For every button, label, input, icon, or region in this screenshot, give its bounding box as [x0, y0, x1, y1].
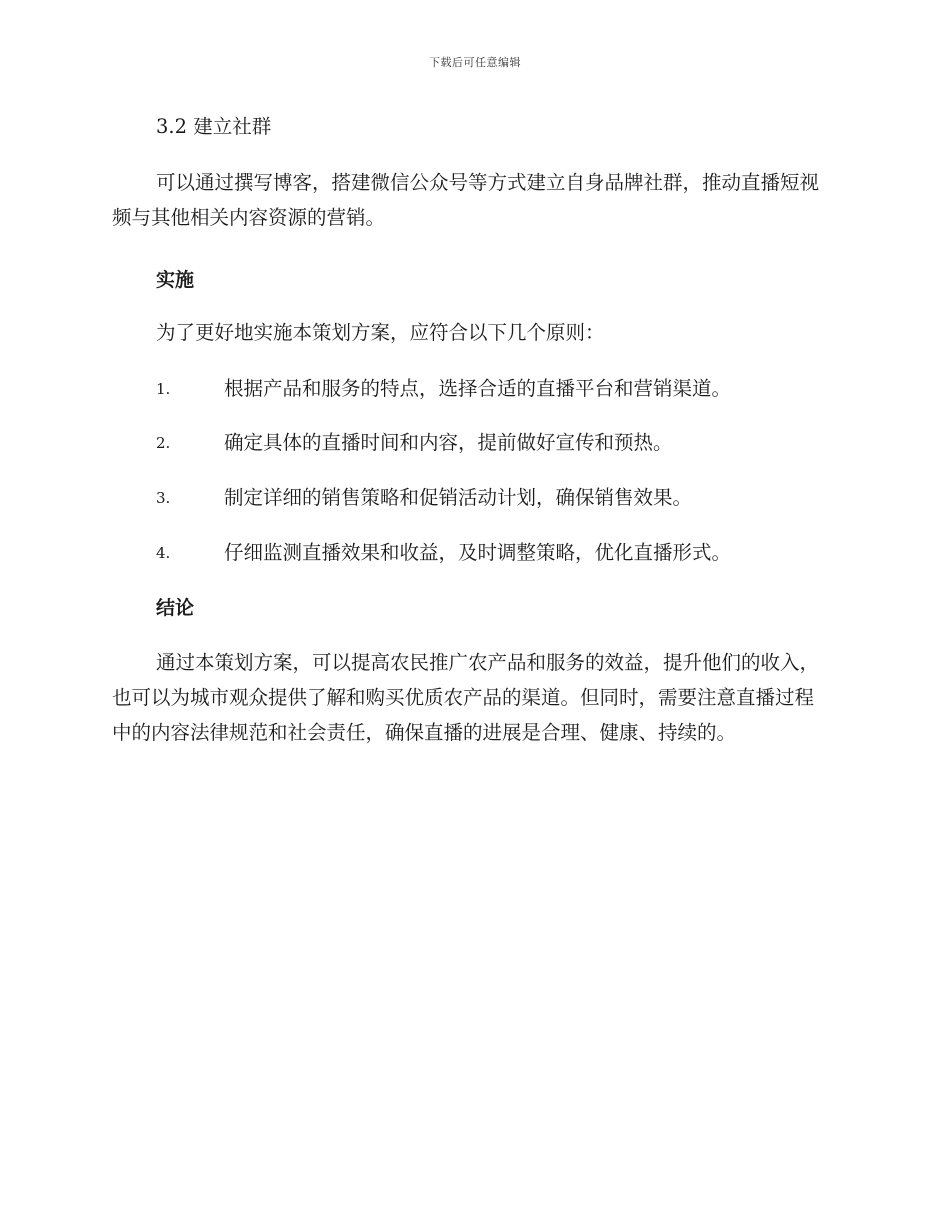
section-title-implementation: 实施 [156, 269, 195, 291]
list-item [156, 374, 836, 404]
implementation-intro: 为了更好地实施本策划方案，应符合以下几个原则： [156, 321, 605, 344]
list-number: 3. [156, 489, 171, 507]
section-title-conclusion: 结论 [156, 597, 195, 619]
section-title-3-2: 3.2 建立社群 [156, 115, 272, 138]
list-number: 1. [156, 380, 171, 398]
conclusion-paragraph [112, 645, 830, 750]
paragraph-text: 可以通过撰写博客，搭建微信公众号等方式建立自身品牌社群，推动直播短视频与其他相关内容资源的营销。 [112, 171, 820, 229]
list-item [156, 538, 836, 568]
list-text: 根据产品和服务的特点，选择合适的直播平台和营销渠道。 [224, 377, 732, 400]
list-item [156, 428, 836, 458]
list-text: 仔细监测直播效果和收益，及时调整策略，优化直播形式。 [224, 541, 732, 564]
header-note: 下载后可任意编辑 [429, 56, 521, 69]
paragraph-text: 通过本策划方案，可以提高农民推广农产品和服务的效益，提升他们的收入，也可以为城市观众提供了解和购买优质农产品的渠道。但同时，需要注意直播过程中的内容法律规范和社会责任，确保直播的进展是合理、健康、持续的。 [112, 651, 820, 744]
section-3-2-paragraph [112, 165, 830, 235]
list-number: 4. [156, 544, 171, 562]
list-number: 2. [156, 434, 171, 452]
list-text: 制定详细的销售策略和促销活动计划，确保销售效果。 [224, 486, 693, 509]
list-text: 确定具体的直播时间和内容，提前做好宣传和预热。 [224, 431, 673, 454]
list-item [156, 483, 836, 513]
